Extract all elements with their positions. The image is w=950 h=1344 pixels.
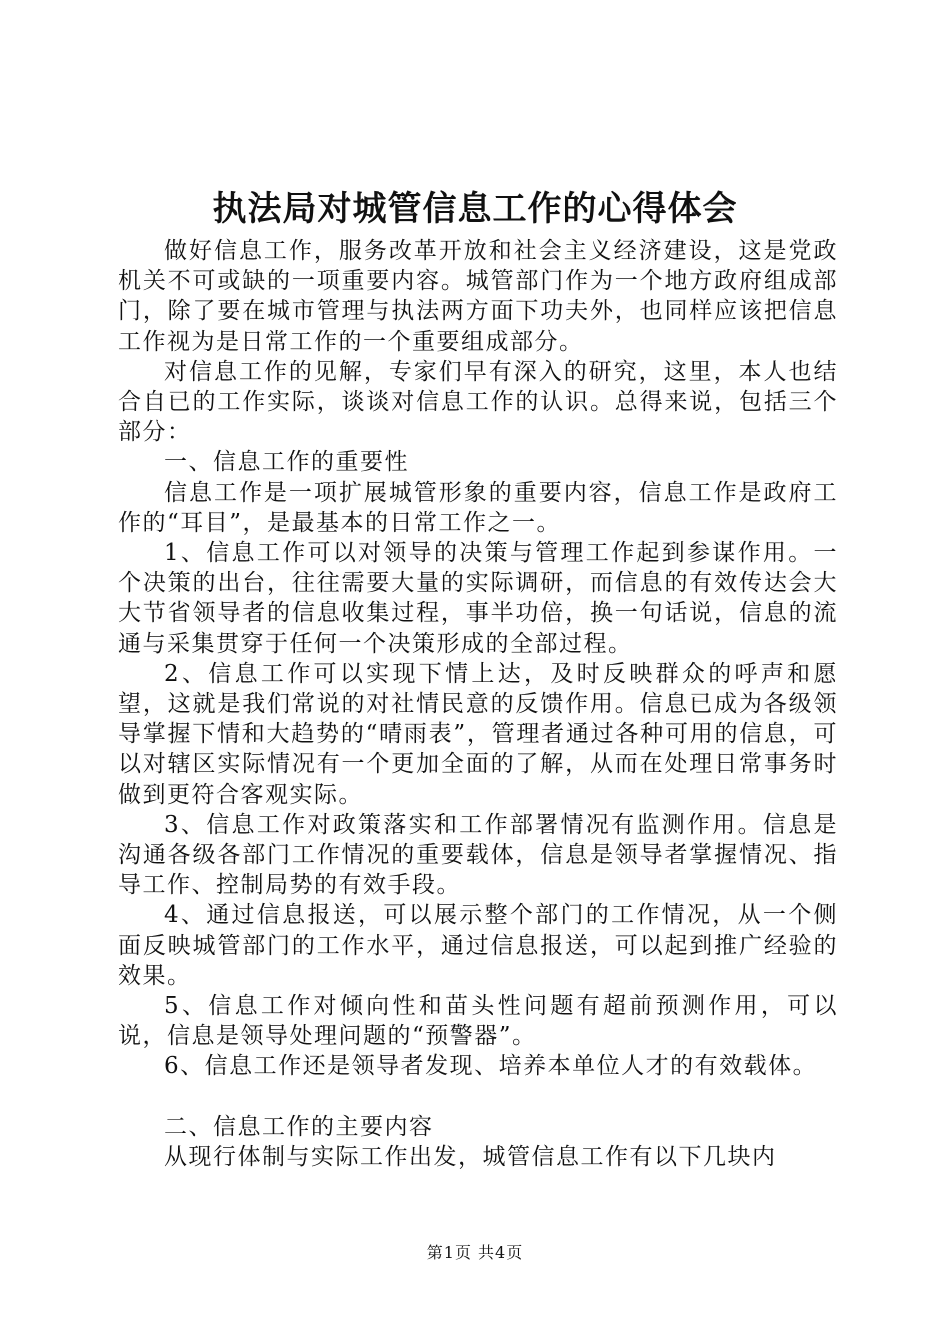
paragraph: 信息工作是一项扩展城管形象的重要内容，信息工作是政府工作的“耳目”，是最基本的日常工作之一。: [118, 479, 838, 536]
blank-line: [118, 1082, 838, 1112]
section-heading: 一、信息工作的重要性: [164, 449, 409, 476]
list-item: 3、信息工作对政策落实和工作部署情况有监测作用。信息是沟通各级各部门工作情况的重要载体，信息是领导者掌握情况、指导工作、控制局势的有效手段。: [118, 811, 838, 899]
paragraph: 对信息工作的见解，专家们早有深入的研究，这里，本人也结合自已的工作实际，谈谈对信息工作的认识。总得来说，包括三个部分：: [118, 358, 838, 446]
list-item: 4、通过信息报送，可以展示整个部门的工作情况，从一个侧面反映城管部门的工作水平，通过信息报送，可以起到推广经验的效果。: [118, 902, 838, 989]
list-item: 1、信息工作可以对领导的决策与管理工作起到参谋作用。一个决策的出台，往往需要大量的实际调研，而信息的有效传达会大大节省领导者的信息收集过程，事半功倍，换一句话说，信息的流通与采集贯穿于任何一个决策形成的全部过程。: [118, 540, 838, 657]
list-item: 6、信息工作还是领导者发现、培养本单位人才的有效载体。: [164, 1053, 818, 1080]
section-heading: 二、信息工作的主要内容: [164, 1113, 434, 1140]
page-footer: 第1页 共4页: [426, 1243, 524, 1262]
list-item: 2、信息工作可以实现下情上达，及时反映群众的呼声和愿望，这就是我们常说的对社情民意的反馈作用。信息已成为各级领导掌握下情和大趋势的“晴雨表”，管理者通过各种可用的信息，可以对辖区实际情况有一个更加全面的了解，从而在处理日常事务时做到更符合客观实际。: [118, 660, 838, 808]
paragraph: 从现行体制与实际工作出发，城管信息工作有以下几块内: [164, 1144, 777, 1171]
paragraph: 做好信息工作，服务改革开放和社会主义经济建设，这是党政机关不可或缺的一项重要内容。城管部门作为一个地方政府组成部门，除了要在城市管理与执法两方面下功夫外，也同样应该把信息工作视为是日常工作的一个重要组成部分。: [118, 238, 838, 355]
list-item: 5、信息工作对倾向性和苗头性问题有超前预测作用，可以说，信息是领导处理问题的“预警器”。: [118, 993, 838, 1050]
document-body: [118, 236, 838, 1172]
document-title: 执法局对城管信息工作的心得体会: [212, 189, 738, 229]
